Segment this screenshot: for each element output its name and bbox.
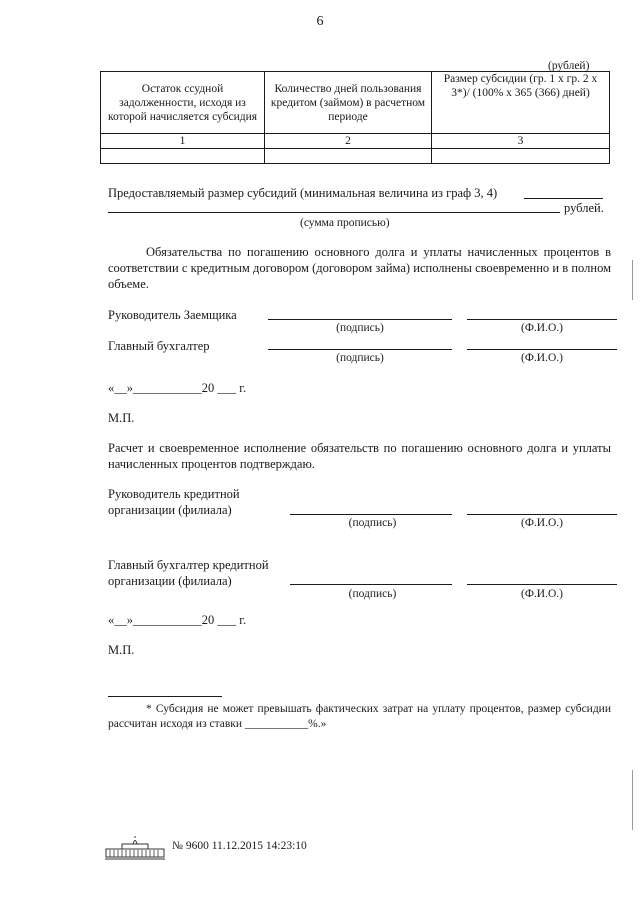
scan-edge-mark <box>632 260 633 300</box>
page-number: 6 <box>316 14 324 29</box>
table-header-cell: Количество дней пользования кредитом (займом) в расчетном периоде <box>265 72 432 134</box>
table-header-cell: Остаток ссудной задолженности, исходя из которой начисляется субсидия <box>101 72 265 134</box>
name-caption: (Ф.И.О.) <box>521 352 563 364</box>
bank-head-signature-line <box>290 514 452 515</box>
table-cell <box>265 149 432 164</box>
bank-accountant-signature-line <box>290 584 452 585</box>
signature-caption: (подпись) <box>348 588 397 600</box>
table-cell: 3 <box>432 134 610 149</box>
table-header-row <box>101 72 610 134</box>
name-caption: (Ф.И.О.) <box>521 517 563 529</box>
table-header-cell: Размер субсидии (гр. 1 х гр. 2 х 3*)/ (100% х 365 (366) дней) <box>432 72 610 134</box>
bank-head-label-line1: Руководитель кредитной <box>108 487 240 501</box>
building-logo-icon <box>104 835 166 863</box>
amount-currency: рублей. <box>564 201 604 215</box>
bank-accountant-label <box>108 557 269 589</box>
table-cell <box>432 149 610 164</box>
borrower-accountant-label: Главный бухгалтер <box>108 339 210 353</box>
borrower-head-signature-line <box>268 319 452 320</box>
signature-caption: (подпись) <box>336 322 384 334</box>
table-cell <box>101 149 265 164</box>
bank-head-label-line2: организации (филиала) <box>108 503 232 517</box>
footnote-text: * Субсидия не может превышать фактических затрат на уплату процентов, размер субсидии рассчитан исходя из ставки ___________%.» <box>108 703 611 730</box>
amount-label: Предоставляемый размер субсидий (минимальная величина из граф 3, 4) <box>108 186 498 200</box>
footnote-separator <box>108 696 222 697</box>
confirmation-paragraph: Расчет и своевременное исполнение обязательств по погашению основного долга и уплаты начисленных процентов подтверждаю. <box>108 441 611 471</box>
bank-stamp-place: М.П. <box>108 643 135 657</box>
borrower-head-label: Руководитель Заемщика <box>108 308 237 322</box>
bank-accountant-name-line <box>467 584 617 585</box>
footer-registration-stamp: № 9600 11.12.2015 14:23:10 <box>172 840 307 852</box>
borrower-date-line: «__»___________20 ___ г. <box>108 381 247 395</box>
table-cell: 1 <box>101 134 265 149</box>
amount-words-line <box>108 212 560 213</box>
amount-caption: (сумма прописью) <box>300 217 390 229</box>
bank-accountant-label-line2: организации (филиала) <box>108 574 232 588</box>
bank-head-label <box>108 486 240 518</box>
bank-accountant-label-line1: Главный бухгалтер кредитной <box>108 558 269 572</box>
name-caption: (Ф.И.О.) <box>521 322 563 334</box>
borrower-stamp-place: М.П. <box>108 411 135 425</box>
signature-caption: (подпись) <box>348 517 397 529</box>
borrower-accountant-name-line <box>467 349 617 350</box>
table-cell: 2 <box>265 134 432 149</box>
units-label: (рублей) <box>548 60 590 72</box>
amount-fill-line <box>524 198 603 199</box>
borrower-head-name-line <box>467 319 617 320</box>
bank-head-name-line <box>467 514 617 515</box>
table-row <box>101 134 610 149</box>
borrower-accountant-signature-line <box>268 349 452 350</box>
subsidy-table <box>100 71 610 164</box>
name-caption: (Ф.И.О.) <box>521 588 563 600</box>
obligations-paragraph: Обязательства по погашению основного долга и уплаты начисленных процентов в соответствии с кредитным договором (договором займа) исполнены своевременно и в полном объеме. <box>108 245 611 291</box>
bank-date-line: «__»___________20 ___ г. <box>108 613 247 627</box>
scan-edge-mark <box>632 770 633 830</box>
signature-caption: (подпись) <box>336 352 384 364</box>
table-row <box>101 149 610 164</box>
